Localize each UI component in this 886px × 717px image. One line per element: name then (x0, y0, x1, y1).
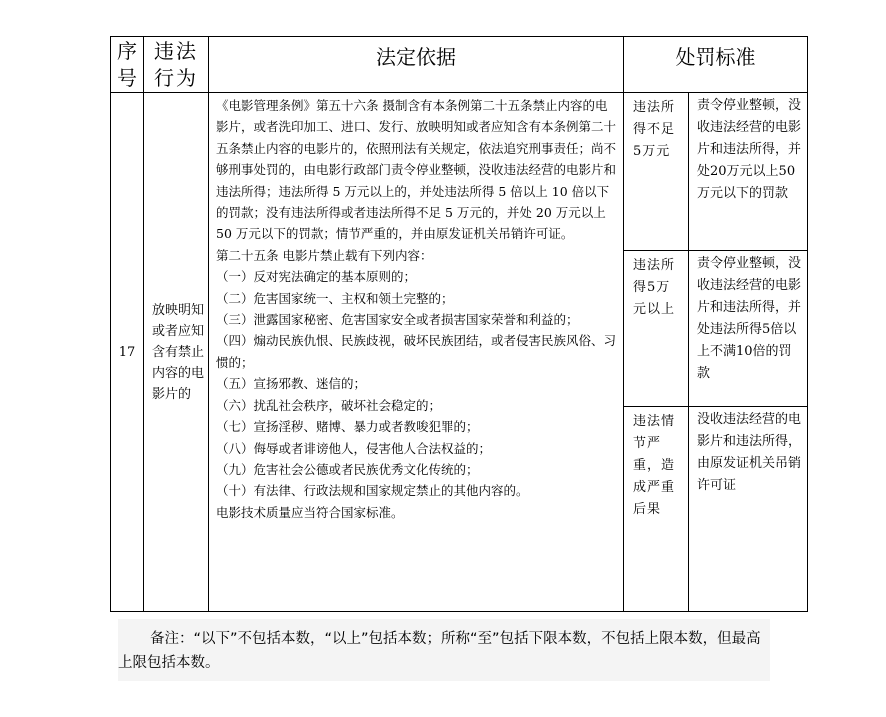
row-act: 放映明知或者应知含有禁止内容的电影片的 (144, 93, 209, 612)
footnote-text: 备注：“以下”不包括本数，“以上”包括本数；所称“至”包括下限本数，不包括上限本数，但最高上限包括本数。 (118, 631, 761, 671)
basis-para: （二）危害国家统一、主权和领土完整的； (216, 290, 454, 306)
footnote (118, 619, 770, 681)
header-act: 违法行为 (144, 37, 209, 93)
basis-para: （六）扰乱社会秩序，破坏社会稳定的； (216, 397, 442, 413)
tier-condition: 违法所得不足5万元 (624, 93, 689, 251)
header-basis: 法定依据 (209, 37, 624, 93)
table-row (111, 93, 808, 251)
tier-penalty: 责令停业整顿，没收违法经营的电影片和违法所得，并处20万元以上50万元以下的罚款 (689, 93, 808, 251)
basis-para: （十）有法律、行政法规和国家规定禁止的其他内容的。 (216, 483, 529, 499)
basis-para: （四）煽动民族仇恨、民族歧视，破坏民族团结，或者侵害民族风俗、习惯的； (216, 333, 617, 370)
row-basis (209, 93, 624, 612)
header-seq: 序号 (111, 37, 144, 93)
tier-penalty: 责令停业整顿，没收违法经营的电影片和违法所得，并处违法所得5倍以上不满10倍的罚款 (689, 251, 808, 407)
header-penalty: 处罚标准 (624, 37, 808, 93)
row-seq: 17 (111, 93, 144, 612)
tier-condition: 违法情节严重，造成严重后果 (624, 407, 689, 612)
basis-para: （八）侮辱或者诽谤他人，侵害他人合法权益的； (216, 440, 492, 456)
basis-para: 第二十五条 电影片禁止载有下列内容： (216, 247, 433, 263)
header-row (111, 37, 808, 93)
tier-penalty: 没收违法经营的电影片和违法所得，由原发证机关吊销许可证 (689, 407, 808, 612)
basis-para: （一）反对宪法确定的基本原则的； (216, 269, 417, 285)
basis-para: （五）宣扬邪教、迷信的； (216, 376, 367, 392)
tier-condition: 违法所得5万元以上 (624, 251, 689, 407)
basis-para: （九）危害社会公德或者民族优秀文化传统的； (216, 461, 479, 477)
basis-para: 电影技术质量应当符合国家标准。 (216, 504, 404, 520)
penalty-table (110, 36, 807, 611)
basis-para: （三）泄露国家秘密、危害国家安全或者损害国家荣誉和利益的； (216, 312, 579, 328)
basis-para: 《电影管理条例》第五十六条 摄制含有本条例第二十五条禁止内容的电影片，或者洗印加工、进口、发行、放映明知或者应知含有本条例第二十五条禁止内容的电影片的，依照刑法有关规定，依法追究刑事责任；尚不够刑事处罚的，由电影行政部门责令停业整顿，没收违法经营的电影片和违法所得；违法所得 5 万元以上的，并处违法所得 5 倍以上 10 倍以下的罚款；没有违法所得或者违法所得不足 5 万元的，并处 20 万元以上 50 万元以下的罚款；情节严重的，并由原发证机关吊销许可证。 (216, 98, 617, 242)
basis-para: （七）宣扬淫秽、赌博、暴力或者教唆犯罪的； (216, 419, 479, 435)
